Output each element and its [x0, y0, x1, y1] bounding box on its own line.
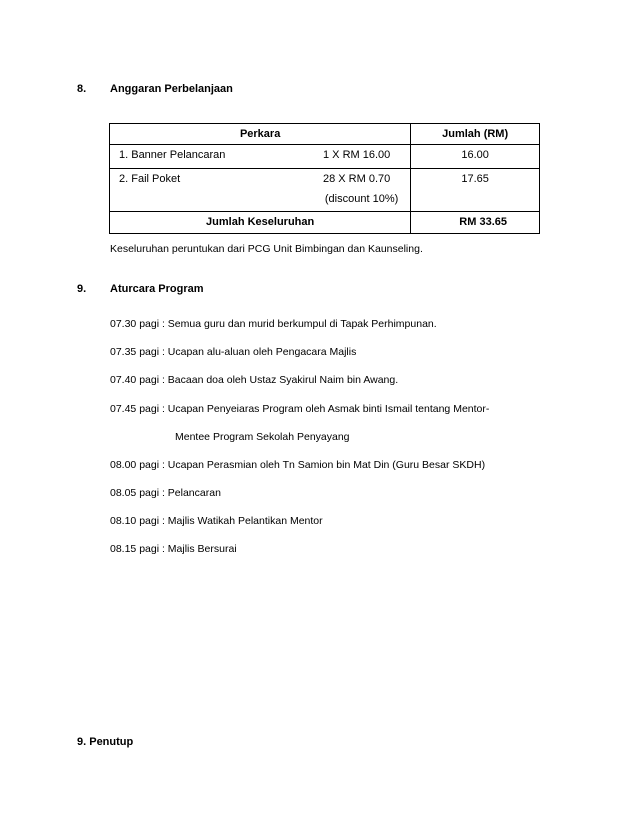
schedule-item-continuation: Mentee Program Sekolah Penyayang [175, 431, 350, 443]
row-2-discount-note: (discount 10%) [324, 192, 399, 205]
section-9-title: Aturcara Program [110, 283, 204, 295]
schedule-item: 07.45 pagi : Ucapan Penyeiaras Program oleh Asmak binti Ismail tentang Mentor- [110, 403, 490, 415]
table-row [110, 168, 540, 211]
table-row [110, 145, 540, 168]
row-2-amount: 17.65 [461, 172, 489, 185]
row-2-amount-cell [411, 168, 540, 211]
budget-note: Keseluruhan peruntukan dari PCG Unit Bimbingan dan Kaunseling. [110, 243, 423, 255]
total-amount: RM 33.65 [411, 211, 540, 233]
row-1-amount-cell [411, 145, 540, 168]
row-1-amount: 16.00 [461, 149, 489, 162]
section-8-title: Anggaran Perbelanjaan [110, 83, 233, 95]
schedule-item: 07.30 pagi : Semua guru dan murid berkumpul di Tapak Perhimpunan. [110, 318, 437, 330]
schedule-item: 07.35 pagi : Ucapan alu-aluan oleh Pengacara Majlis [110, 346, 357, 358]
closing-heading: 9. Penutup [77, 736, 134, 748]
total-label: Jumlah Keseluruhan [110, 211, 411, 233]
header-perkara: Perkara [110, 124, 411, 145]
section-9-number: 9. [77, 283, 87, 295]
budget-table [109, 123, 540, 234]
row-1-qty: 1 X RM 16.00 [323, 149, 391, 162]
section-8-number: 8. [77, 83, 87, 95]
table-total-row [110, 211, 540, 233]
row-1-item-cell [110, 145, 411, 168]
table-header-row [110, 124, 540, 145]
row-2-item: 2. Fail Poket [119, 172, 181, 185]
row-2-qty: 28 X RM 0.70 [323, 172, 391, 185]
schedule-item: 08.10 pagi : Majlis Watikah Pelantikan Mentor [110, 515, 323, 527]
schedule-item: 08.00 pagi : Ucapan Perasmian oleh Tn Samion bin Mat Din (Guru Besar SKDH) [110, 459, 486, 471]
row-2-item-cell [110, 168, 411, 211]
schedule-item: 07.40 pagi : Bacaan doa oleh Ustaz Syakirul Naim bin Awang. [110, 374, 399, 386]
row-1-item: 1. Banner Pelancaran [119, 149, 226, 162]
header-jumlah: Jumlah (RM) [411, 124, 540, 145]
schedule-item: 08.15 pagi : Majlis Bersurai [110, 543, 237, 555]
schedule-item: 08.05 pagi : Pelancaran [110, 487, 221, 499]
